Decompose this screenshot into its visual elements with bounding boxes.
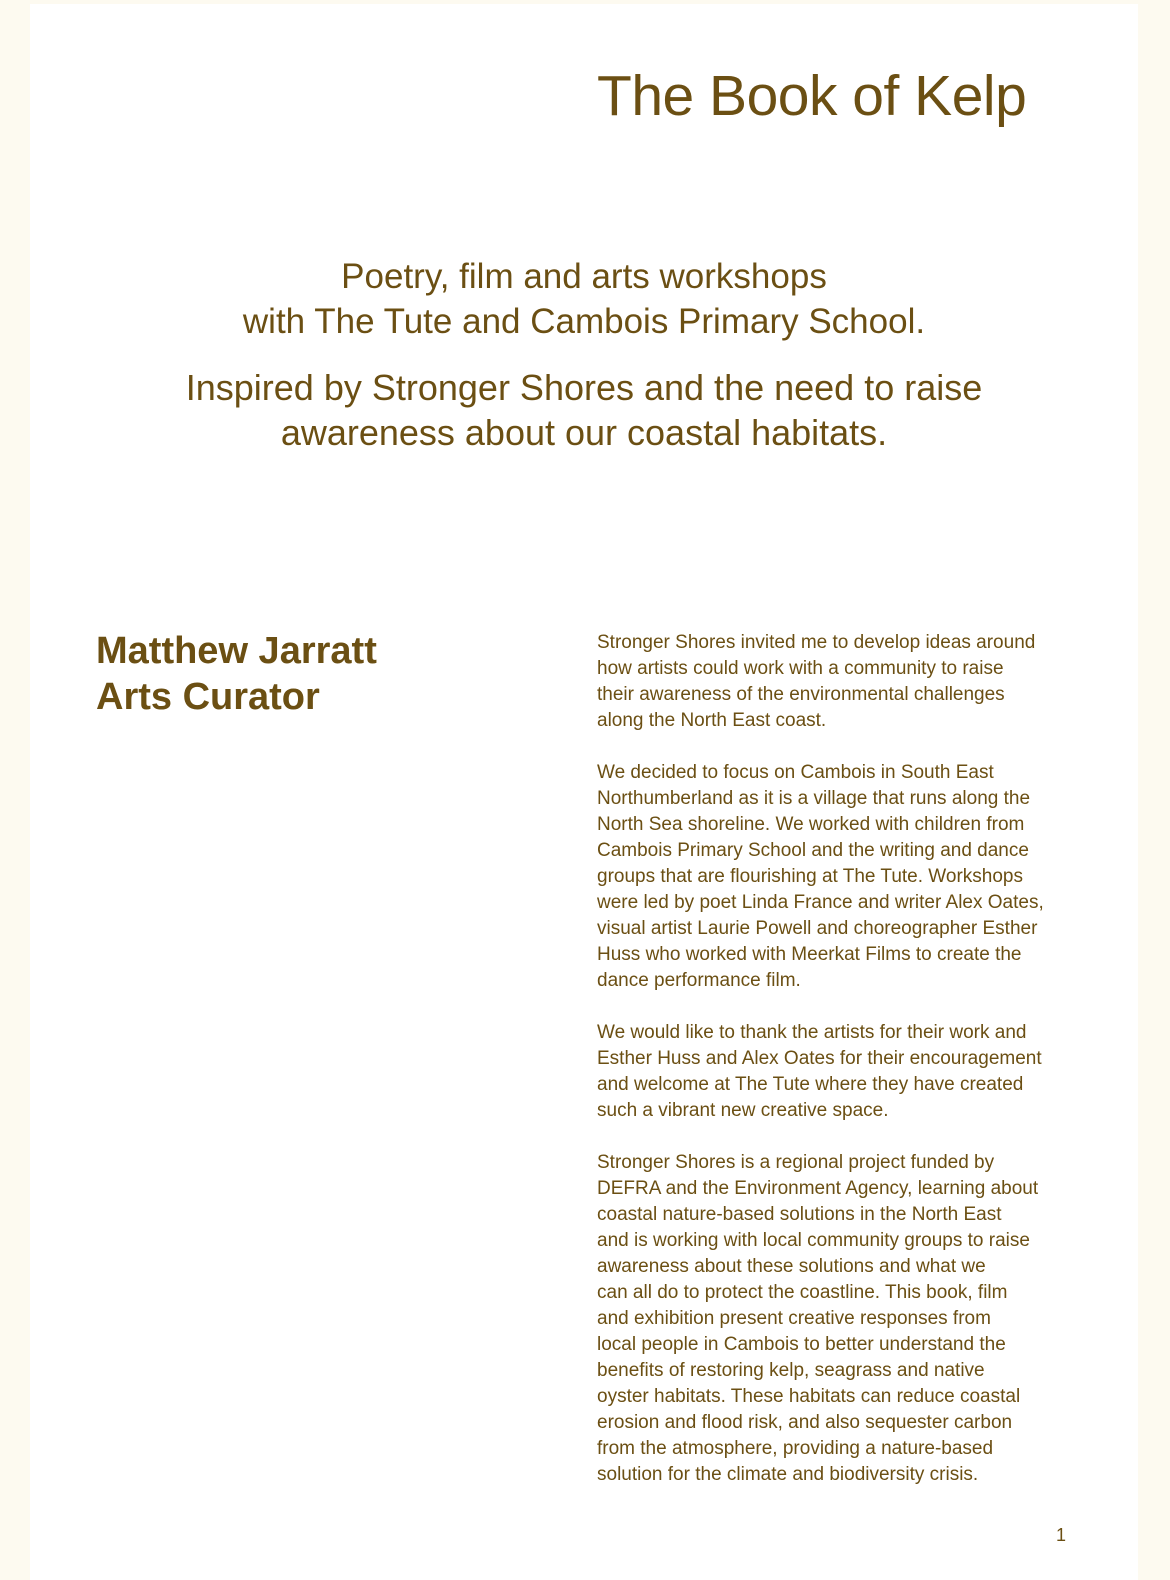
body-text bbox=[597, 630, 1097, 1514]
document-page bbox=[30, 4, 1138, 1580]
intro-inspiration: Inspired by Stronger Shores and the need to raise awareness about our coastal habitats. bbox=[185, 367, 983, 453]
paragraph: Stronger Shores invited me to develop ideas around how artists could work with a community to raise their awareness of the environmental challenges along the North East coast. bbox=[597, 632, 1036, 731]
page-number: 1 bbox=[1056, 1525, 1067, 1545]
author-role: Arts Curator bbox=[96, 676, 320, 718]
paragraph: We would like to thank the artists for their work and Esther Huss and Alex Oates for their encouragement and welcome at The Tute where they have created such a vibrant new creative space. bbox=[597, 1022, 1042, 1121]
intro-workshops: Poetry, film and arts workshops with The Tute and Cambois Primary School. bbox=[242, 257, 926, 341]
paragraph: We decided to focus on Cambois in South East Northumberland as it is a village that runs along the North Sea shoreline. We worked with children from Cambois Primary School and the writing and dance groups that are flourishing at The Tute. Workshops were led by poet Linda France and writer Alex Oates, visual artist Laurie Powell and choreographer Esther Huss who worked with Meerkat Films to create the dance performance film. bbox=[597, 762, 1044, 991]
paragraph: Stronger Shores is a regional project funded by DEFRA and the Environment Agency, learning about coastal nature-based solutions in the North East and is working with local community groups to raise awareness about these solutions and what we can all do to protect the coastline. This book, film and exhibition present creative responses from local people in Cambois to better understand the benefits of restoring kelp, seagrass and native oyster habitats. These habitats can reduce coastal erosion and flood risk, and also sequester carbon from the atmosphere, providing a nature-based solution for the climate and biodiversity crisis. bbox=[597, 1152, 1039, 1485]
document-title: The Book of Kelp bbox=[597, 64, 1027, 128]
author-block bbox=[96, 628, 536, 720]
author-name: Matthew Jarratt bbox=[96, 630, 377, 672]
